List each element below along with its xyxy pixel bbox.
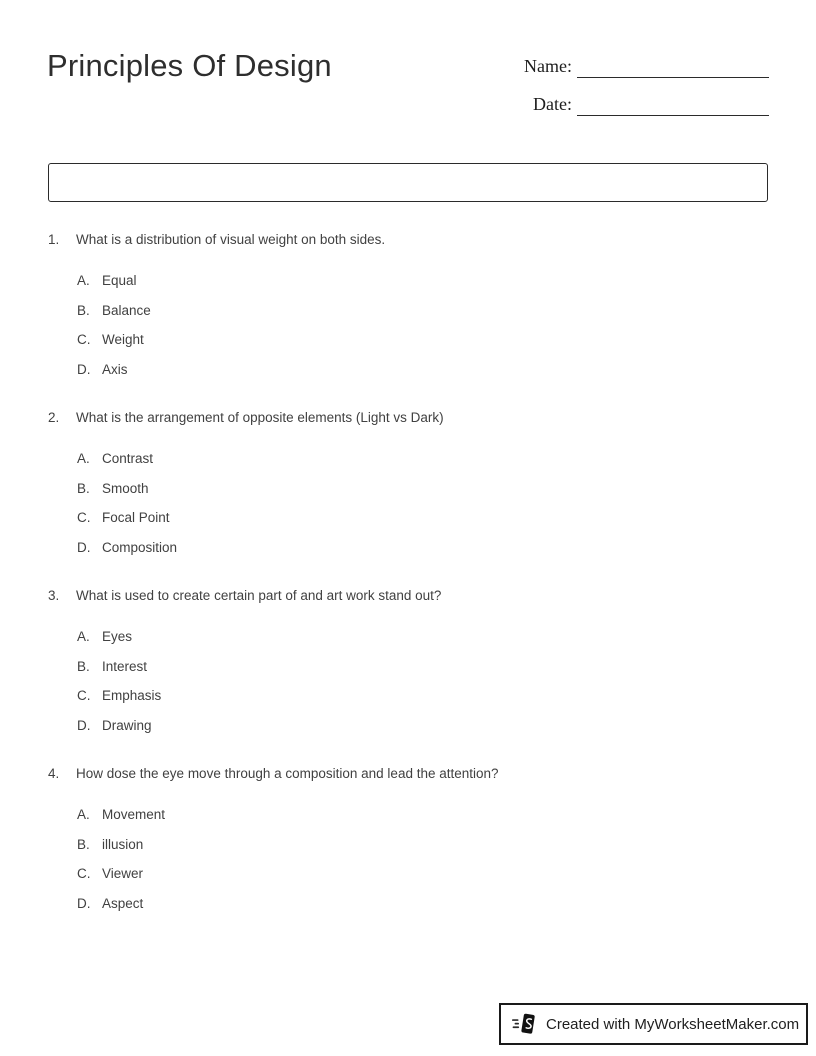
instructions-box[interactable] [48, 163, 768, 202]
option-row-d[interactable] [77, 355, 768, 385]
option-row-c[interactable] [77, 859, 768, 889]
question-number: 1. [48, 232, 60, 247]
name-field-row [480, 52, 769, 78]
options-list [48, 800, 768, 918]
question-text: What is a distribution of visual weight on both sides. [76, 232, 386, 247]
option-letter: B. [77, 836, 90, 852]
question-number: 3. [48, 588, 60, 603]
name-input-line[interactable] [577, 53, 769, 78]
option-letter: C. [77, 688, 91, 704]
option-text: Contrast [102, 451, 154, 467]
option-text: Focal Point [102, 510, 170, 526]
option-letter: B. [77, 302, 90, 318]
option-text: Drawing [102, 717, 152, 733]
option-text: Eyes [102, 629, 133, 645]
option-text: Emphasis [102, 688, 162, 704]
options-list [48, 444, 768, 562]
option-letter: D. [77, 361, 91, 377]
option-letter: A. [77, 807, 90, 823]
option-row-c[interactable] [77, 325, 768, 355]
option-row-a[interactable] [77, 622, 768, 652]
option-text: Axis [102, 361, 128, 377]
question-row [48, 586, 768, 606]
question-1 [48, 230, 768, 384]
option-row-d[interactable] [77, 889, 768, 919]
option-row-a[interactable] [77, 800, 768, 830]
option-letter: A. [77, 629, 90, 645]
question-number: 4. [48, 766, 60, 781]
option-letter: C. [77, 510, 91, 526]
option-text: Aspect [102, 895, 144, 911]
attribution-text: Created with MyWorksheetMaker.com [546, 1015, 800, 1033]
option-row-c[interactable] [77, 681, 768, 711]
option-row-b[interactable] [77, 296, 768, 326]
option-row-b[interactable] [77, 474, 768, 504]
option-text: Viewer [102, 866, 144, 882]
question-2 [48, 408, 768, 562]
question-number: 2. [48, 410, 60, 425]
option-letter: A. [77, 451, 90, 467]
option-letter: D. [77, 717, 91, 733]
option-text: Weight [102, 332, 144, 348]
date-input-line[interactable] [577, 91, 769, 116]
option-row-a[interactable] [77, 444, 768, 474]
question-text: What is the arrangement of opposite elements (Light vs Dark) [76, 410, 444, 425]
option-row-b[interactable] [77, 652, 768, 682]
question-row [48, 230, 768, 250]
option-text: Movement [102, 807, 166, 823]
attribution-badge[interactable] [499, 1003, 808, 1045]
question-text: What is used to create certain part of and art work stand out? [76, 588, 442, 603]
date-label: Date: [533, 94, 572, 114]
option-text: Equal [102, 273, 137, 289]
question-row [48, 408, 768, 428]
name-label: Name: [524, 56, 572, 76]
option-letter: C. [77, 866, 91, 882]
question-4 [48, 764, 768, 918]
option-letter: D. [77, 895, 91, 911]
question-row [48, 764, 768, 784]
date-field-row [480, 90, 769, 116]
option-letter: B. [77, 480, 90, 496]
option-row-a[interactable] [77, 266, 768, 296]
option-text: Smooth [102, 480, 149, 496]
option-letter: D. [77, 539, 91, 555]
option-text: illusion [102, 836, 144, 852]
question-3 [48, 586, 768, 740]
options-list [48, 266, 768, 384]
myworksheetmaker-logo-icon [512, 1012, 538, 1036]
option-row-d[interactable] [77, 533, 768, 563]
option-row-d[interactable] [77, 711, 768, 741]
option-text: Interest [102, 658, 148, 674]
worksheet-title: Principles Of Design [47, 48, 332, 83]
option-row-b[interactable] [77, 830, 768, 860]
option-letter: A. [77, 273, 90, 289]
option-letter: C. [77, 332, 91, 348]
option-row-c[interactable] [77, 503, 768, 533]
options-list [48, 622, 768, 740]
option-text: Composition [102, 539, 178, 555]
question-text: How dose the eye move through a composition and lead the attention? [76, 766, 499, 781]
option-letter: B. [77, 658, 90, 674]
questions-section [48, 230, 768, 942]
option-text: Balance [102, 302, 151, 318]
